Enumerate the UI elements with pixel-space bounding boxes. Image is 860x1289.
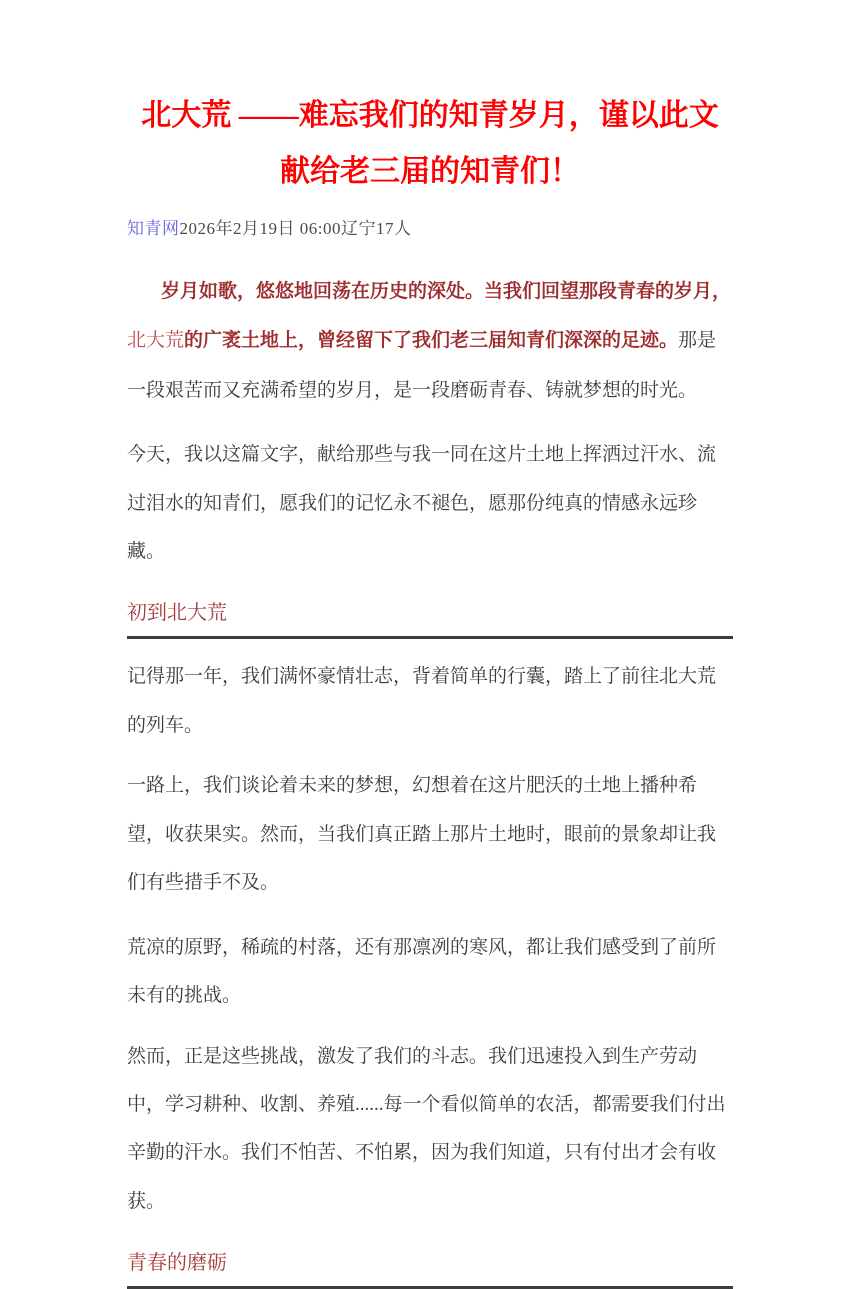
page-title: 北大荒 ——难忘我们的知青岁月，谨以此文献给老三届的知青们！ (141, 99, 719, 188)
section-heading-2: 青春的磨砺 (127, 1246, 733, 1289)
byline-source-link[interactable]: 知青网 (127, 219, 180, 238)
byline-datetime: 2026年2月19日 06:00 (179, 219, 341, 238)
byline (127, 214, 733, 239)
paragraph: 记得那一年，我们满怀豪情壮志，背着简单的行囊，踏上了前往北大荒的列车。 (127, 666, 717, 736)
paragraph: 然而，正是这些挑战，激发了我们的斗志。我们迅速投入到生产劳动中，学习耕种、收割、养殖......每一个看似简单的农活，都需要我们付出辛勤的汗水。我们不怕苦、不怕累，因为我们知道，只有付出才会有收获。 (127, 1045, 726, 1212)
paragraph: 一路上，我们谈论着未来的梦想，幻想着在这片肥沃的土地上播种希望，收获果实。然而，当我们真正踏上那片土地时，眼前的景象却让我们有些措手不及。 (127, 775, 717, 894)
lead-bold-segment-2: 的广袤土地上，曾经留下了我们老三届知青们深深的足迹。 (184, 330, 679, 352)
paragraph: 荒凉的原野，稀疏的村落，还有那凛冽的寒风，都让我们感受到了前所未有的挑战。 (127, 936, 717, 1007)
byline-region: 辽宁 (340, 219, 376, 238)
section-heading-1: 初到北大荒 (127, 596, 733, 639)
article-page (127, 0, 733, 1289)
lead-bold-segment-1: 岁月如歌，悠悠地回荡在历史的深处。当我们回望那段青春的岁月， (161, 281, 732, 302)
inline-highlight: 北大荒 (127, 330, 185, 352)
intro-paragraph: 今天，我以这篇文字，献给那些与我一同在这片土地上挥洒过汗水、流过泪水的知青们，愿我们的记忆永不褪色，愿那份纯真的情感永远珍藏。 (127, 444, 717, 563)
lead-paragraph (127, 267, 733, 415)
lead-plain-segment: 那是一段艰苦而又充满希望的岁月，是一段磨砺青春、铸就梦想的时光。 (127, 330, 717, 401)
byline-readers: 17人 (375, 219, 412, 238)
